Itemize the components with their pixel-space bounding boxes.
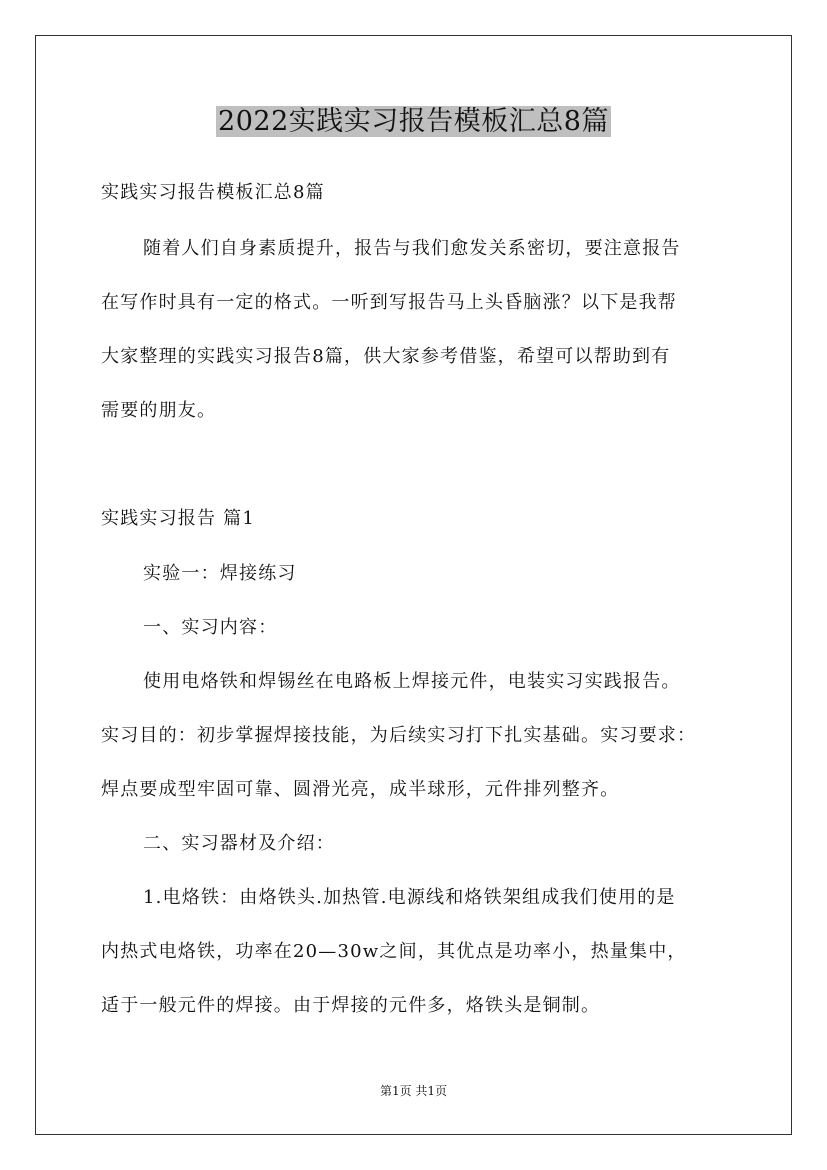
subsection-heading: 一、实习内容：	[143, 617, 278, 638]
document-title: 2022实践实习报告模板汇总8篇	[218, 106, 609, 137]
paragraph-line: 内热式电烙铁，功率在20—30w之间，其优点是功率小，热量集中，	[101, 941, 687, 962]
paragraph-line: 大家整理的实践实习报告8篇，供大家参考借鉴，希望可以帮助到有	[101, 346, 671, 367]
paragraph-line: 1.电烙铁：由烙铁头.加热管.电源线和烙铁架组成我们使用的是	[143, 887, 676, 908]
experiment-heading: 实验一：焊接练习	[143, 563, 297, 584]
page-footer: 第1页 共1页	[379, 1084, 448, 1098]
paragraph-line: 适于一般元件的焊接。由于焊接的元件多，烙铁头是铜制。	[101, 995, 601, 1016]
paragraph-line: 在写作时具有一定的格式。一听到写报告马上头昏脑涨？以下是我帮	[101, 292, 677, 313]
section-heading: 实践实习报告 篇1	[101, 508, 255, 529]
paragraph-line: 随着人们自身素质提升，报告与我们愈发关系密切，要注意报告	[143, 238, 681, 259]
paragraph-line: 实习目的：初步掌握焊接技能，为后续实习打下扎实基础。实习要求：	[101, 725, 697, 746]
paragraph-line: 焊点要成型牢固可靠、圆滑光亮，成半球形，元件排列整齐。	[101, 779, 620, 800]
subsection-heading: 二、实习器材及介绍：	[143, 833, 335, 854]
paragraph-line: 需要的朋友。	[101, 400, 217, 421]
paragraph-line: 使用电烙铁和焊锡丝在电路板上焊接元件，电装实习实践报告。	[143, 671, 681, 692]
doc-subtitle: 实践实习报告模板汇总8篇	[101, 182, 325, 203]
